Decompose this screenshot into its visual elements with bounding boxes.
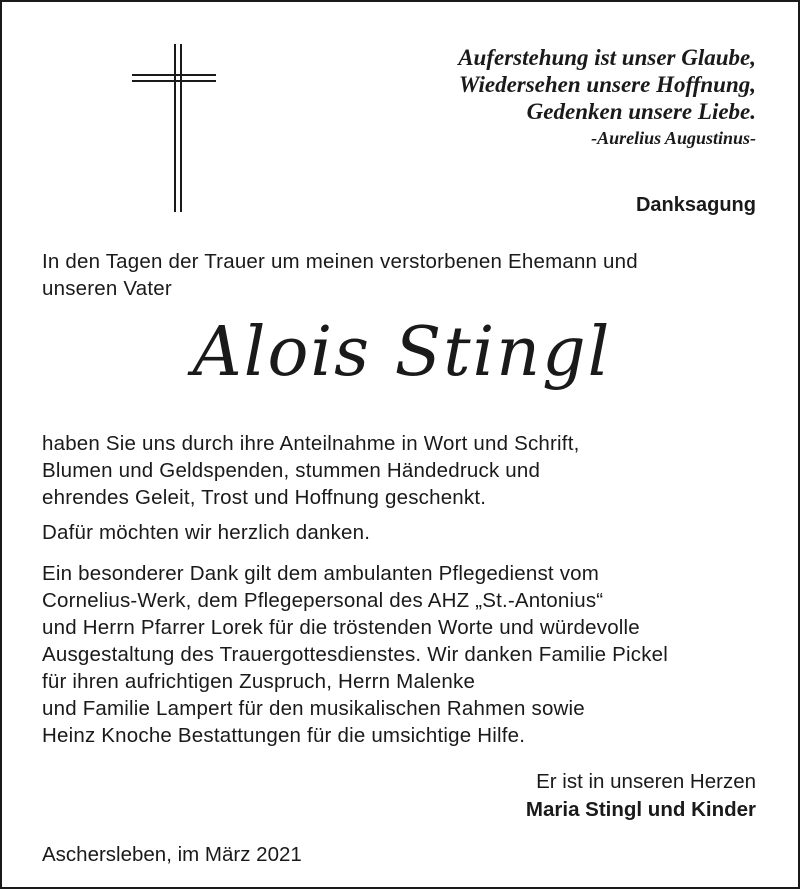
epitaph-quote [458, 44, 756, 149]
special-thanks-line: Cornelius-Werk, dem Pflegepersonal des AHZ „St.-Antonius“ [42, 589, 604, 612]
quote-line: Auferstehung ist unser Glaube, [458, 45, 756, 70]
latin-cross-icon [130, 42, 220, 214]
quote-author: -Aurelius Augustinus- [591, 128, 756, 148]
intro-line: unseren Vater [42, 277, 172, 300]
special-thanks-line: für ihren aufrichtigen Zuspruch, Herrn Malenke [42, 670, 476, 693]
special-thanks-line: und Herrn Pfarrer Lorek für die tröstenden Worte und würdevolle [42, 616, 640, 639]
quote-line: Wiedersehen unsere Hoffnung, [458, 72, 756, 97]
notice-heading: Danksagung [635, 194, 756, 216]
thanks-line: Blumen und Geldspenden, stummen Händedruck und [42, 459, 541, 482]
closing-line: Er ist in unseren Herzen [536, 770, 756, 793]
gratitude-line: Dafür möchten wir herzlich danken. [42, 521, 371, 544]
special-thanks-line: Ausgestaltung des Trauergottesdienstes. Wir danken Familie Pickel [42, 643, 669, 666]
special-thanks-line: Heinz Knoche Bestattungen für die umsichtige Hilfe. [42, 724, 526, 747]
special-thanks-line: Ein besonderer Dank gilt dem ambulanten Pflegedienst vom [42, 562, 600, 585]
quote-line: Gedenken unsere Liebe. [526, 99, 756, 124]
thanks-line: haben Sie uns durch ihre Anteilnahme in Wort und Schrift, [42, 432, 580, 455]
intro-paragraph [42, 248, 638, 302]
thanks-line: ehrendes Geleit, Trost und Hoffnung geschenkt. [42, 486, 487, 509]
signature: Maria Stingl und Kinder [525, 798, 756, 821]
deceased-name: Alois Stingl [192, 313, 612, 392]
special-thanks-line: und Familie Lampert für den musikalischen Rahmen sowie [42, 697, 585, 720]
closing-block [526, 768, 756, 824]
place-date: Aschersleben, im März 2021 [42, 843, 302, 866]
thanks-paragraph [42, 430, 580, 511]
special-thanks-paragraph [42, 560, 668, 749]
intro-line: In den Tagen der Trauer um meinen verstorbenen Ehemann und [42, 250, 638, 273]
